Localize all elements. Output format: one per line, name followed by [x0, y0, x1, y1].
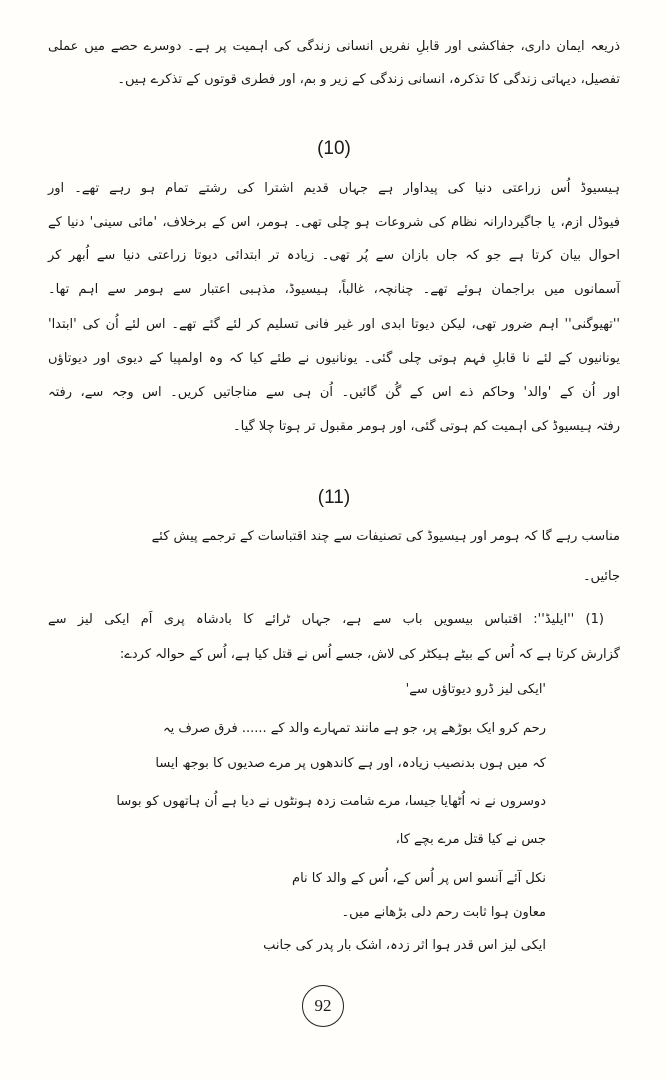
text-line: ''تھیوگنی'' اہم ضرور تھی، لیکن دیوتا ابدی اور غیر فانی تسلیم کر لئے گئے تھے۔ اس لئے اُن کی 'ابتدا' — [48, 317, 620, 332]
text-line: آسمانوں میں براجمان ہوئے تھے۔ چنانچہ، غالباً، ہیسیوڈ، مذہبی اعتبار سے ہومر سے اہم تھا۔ — [48, 282, 620, 297]
text-line: ذریعہ ایمان داری، جفاکشی اور قابلِ نفریں انسانی زندگی کی اہمیت پر ہے۔ دوسرے حصے میں عملی — [48, 39, 620, 54]
poem-line: کہ میں ہوں بدنصیب زیادہ، اور ہے کاندھوں پر مرے صدیوں کا بوجھ ایسا — [155, 756, 546, 771]
text-line: فیوڈل ازم، یا جاگیردارانہ نظام کی شروعات ہو چلی تھی۔ ہومر، اس کے برخلاف، 'مائی سینی' دنیا کے — [48, 215, 620, 230]
text-line: ہیسیوڈ اُس زراعتی دنیا کی پیداوار ہے جہاں قدیم اشترا کی رشتے تمام ہو رہے تھے۔ اور — [48, 181, 620, 196]
text-line: یونانیوں کے لئے نا قابلِ فہم ہوتی چلی گئی۔ یونانیوں نے طئے کیا کہ وہ اولمپیا کے دیوی اور دیوتاؤں — [48, 351, 620, 366]
poem-line: نکل آئے آنسو اس پر اُس کے، اُس کے والد کا نام — [292, 871, 546, 886]
poem-line: ایکی لیز اس قدر ہوا اثر زدہ، اشک بار پدر کی جانب — [263, 938, 546, 953]
text-line: رفتہ ہیسیوڈ کی اہمیت کم ہوتی گئی، اور ہومر مقبول تر ہوتا چلا گیا۔ — [233, 419, 620, 434]
page-number: 92 — [302, 985, 344, 1027]
poem-line: 'ایکی لیز ڈرو دیوتاؤں سے' — [405, 682, 546, 697]
section-heading: (11) — [317, 487, 351, 508]
text-line: احوال بیان کرتا ہے جو کہ جاں بازان سے پُر تھی۔ زیادہ تر ابتدائی دیوتا زراعتی دنیا سے اُبھر کر — [48, 248, 620, 263]
poem-line: معاون ہوا ثابت رحم دلی بڑھانے میں۔ — [341, 905, 546, 920]
poem-line: دوسروں نے نہ اُٹھایا جیسا، مرے شامت زدہ ہونٹوں نے دیا ہے اُن ہاتھوں کو بوسا — [116, 794, 546, 809]
text-line: مناسب رہے گا کہ ہومر اور ہیسیوڈ کی تصنیفات سے چند اقتباسات کے ترجمے پیش کئے — [151, 529, 620, 544]
text-line: جائیں۔ — [582, 569, 620, 584]
poem-line: رحم کرو ایک بوڑھے پر، جو ہے مانند تمہارے والد کے ...... فرق صرف یہ — [163, 721, 546, 736]
text-line: (1) ''ایلیڈ'': اقتباس بیسویں باب سے ہے، جہاں ٹرائے کا بادشاہ پری اَم ایکی لیز سے — [48, 612, 604, 627]
text-line: تفصیل، دیہاتی زندگی کا تذکرہ، انسانی زندگی کے زیر و بم، اور فطری قوتوں کے تذکرے ہیں۔ — [117, 72, 620, 87]
text-line: گزارش کرتا ہے کہ اُس کے بیٹے ہیکٹر کی لاش، جسے اُس نے قتل کیا ہے، اُس کے حوالہ کردے: — [119, 647, 620, 662]
text-line: اور اُن کے 'والد' وحاکم ذے اس کے گُن گائیں۔ اُن ہی سے مناجاتیں کریں۔ اس وجہ سے، رفتہ — [48, 385, 620, 400]
poem-line: جس نے کیا قتل مرے بچے کا، — [395, 832, 546, 847]
section-heading: (10) — [317, 138, 351, 159]
